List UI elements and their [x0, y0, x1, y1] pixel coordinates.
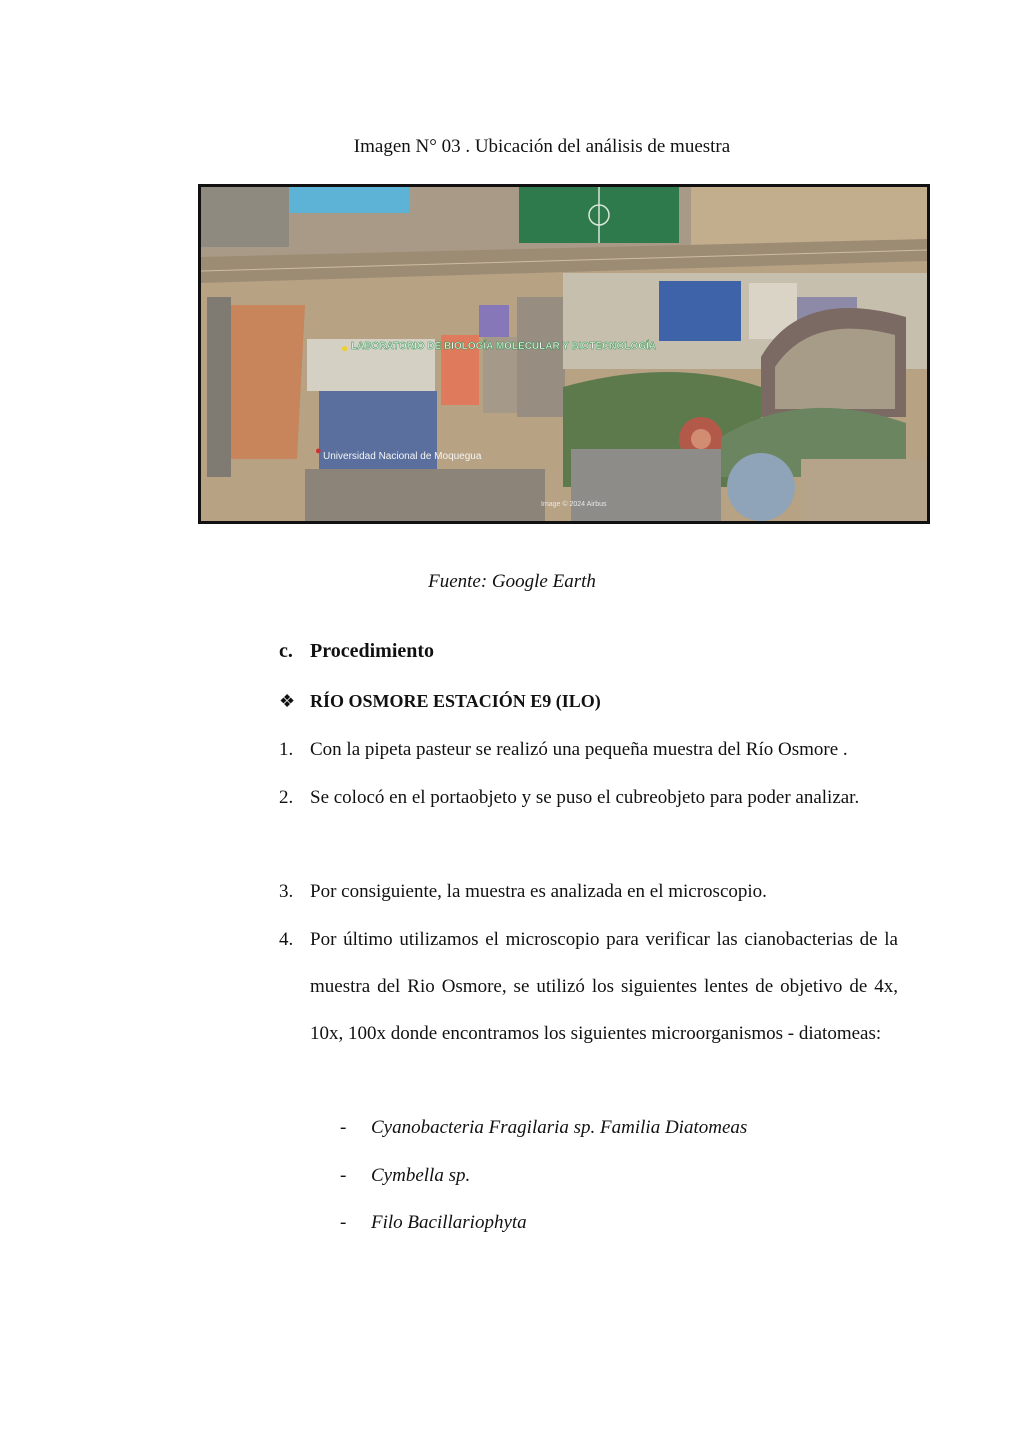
- organism-item: [340, 1117, 747, 1139]
- step-text: Por último utilizamos el microscopio para verificar las cianobacterias de la muestra del Rio Osmore, se utilizó los siguientes lentes de objetivo de 4x, 10x, 100x donde encontramos los siguientes microorganismos - diatomeas:: [310, 929, 898, 1044]
- step-text: Se colocó en el portaobjeto y se puso el cubreobjeto para poder analizar.: [310, 787, 860, 808]
- step-text: Por consiguiente, la muestra es analizada en el microscopio.: [310, 881, 767, 902]
- figure-caption: Imagen N° 03 . Ubicación del análisis de muestra: [353, 136, 731, 157]
- step-number: 4.: [279, 929, 294, 950]
- lab-marker-label: LABORATORIO DE BIOLOGÍA MOLECULAR Y BIOTECNOLOGÍA: [351, 341, 657, 352]
- organism-name: Filo Bacillariophyta: [371, 1212, 527, 1233]
- procedure-step: [279, 916, 898, 1057]
- step-number: 3.: [279, 881, 294, 902]
- dash-bullet: -: [340, 1165, 347, 1186]
- university-marker-label: Universidad Nacional de Moquegua: [323, 451, 482, 462]
- organism-item: [340, 1165, 470, 1187]
- procedure-step: [279, 726, 898, 773]
- organism-name: Cymbella sp.: [371, 1165, 471, 1186]
- figure-source: Fuente: Google Earth: [428, 571, 596, 592]
- dash-bullet: -: [340, 1212, 347, 1233]
- section-heading: [279, 640, 434, 663]
- location-pin-icon: ●: [341, 341, 349, 355]
- satellite-image: [198, 184, 930, 524]
- step-number: 1.: [279, 739, 294, 760]
- section-title: Procedimiento: [310, 640, 435, 662]
- organism-name: Cyanobacteria Fragilaria sp. Familia Diatomeas: [371, 1117, 748, 1138]
- procedure-step: [279, 774, 898, 821]
- imagery-watermark: Image © 2024 Airbus: [541, 501, 607, 508]
- procedure-step: [279, 868, 898, 915]
- section-letter: c.: [279, 640, 293, 662]
- step-text: Con la pipeta pasteur se realizó una pequeña muestra del Río Osmore .: [310, 739, 848, 760]
- dash-bullet: -: [340, 1117, 347, 1138]
- diamond-bullet-icon: ❖: [279, 691, 296, 711]
- step-number: 2.: [279, 787, 294, 808]
- station-title: RÍO OSMORE ESTACIÓN E9 (ILO): [310, 691, 601, 711]
- station-heading: [279, 691, 601, 712]
- organism-item: [340, 1212, 527, 1234]
- satellite-map-graphic: [201, 187, 927, 521]
- map-pin-icon: ●: [315, 445, 322, 457]
